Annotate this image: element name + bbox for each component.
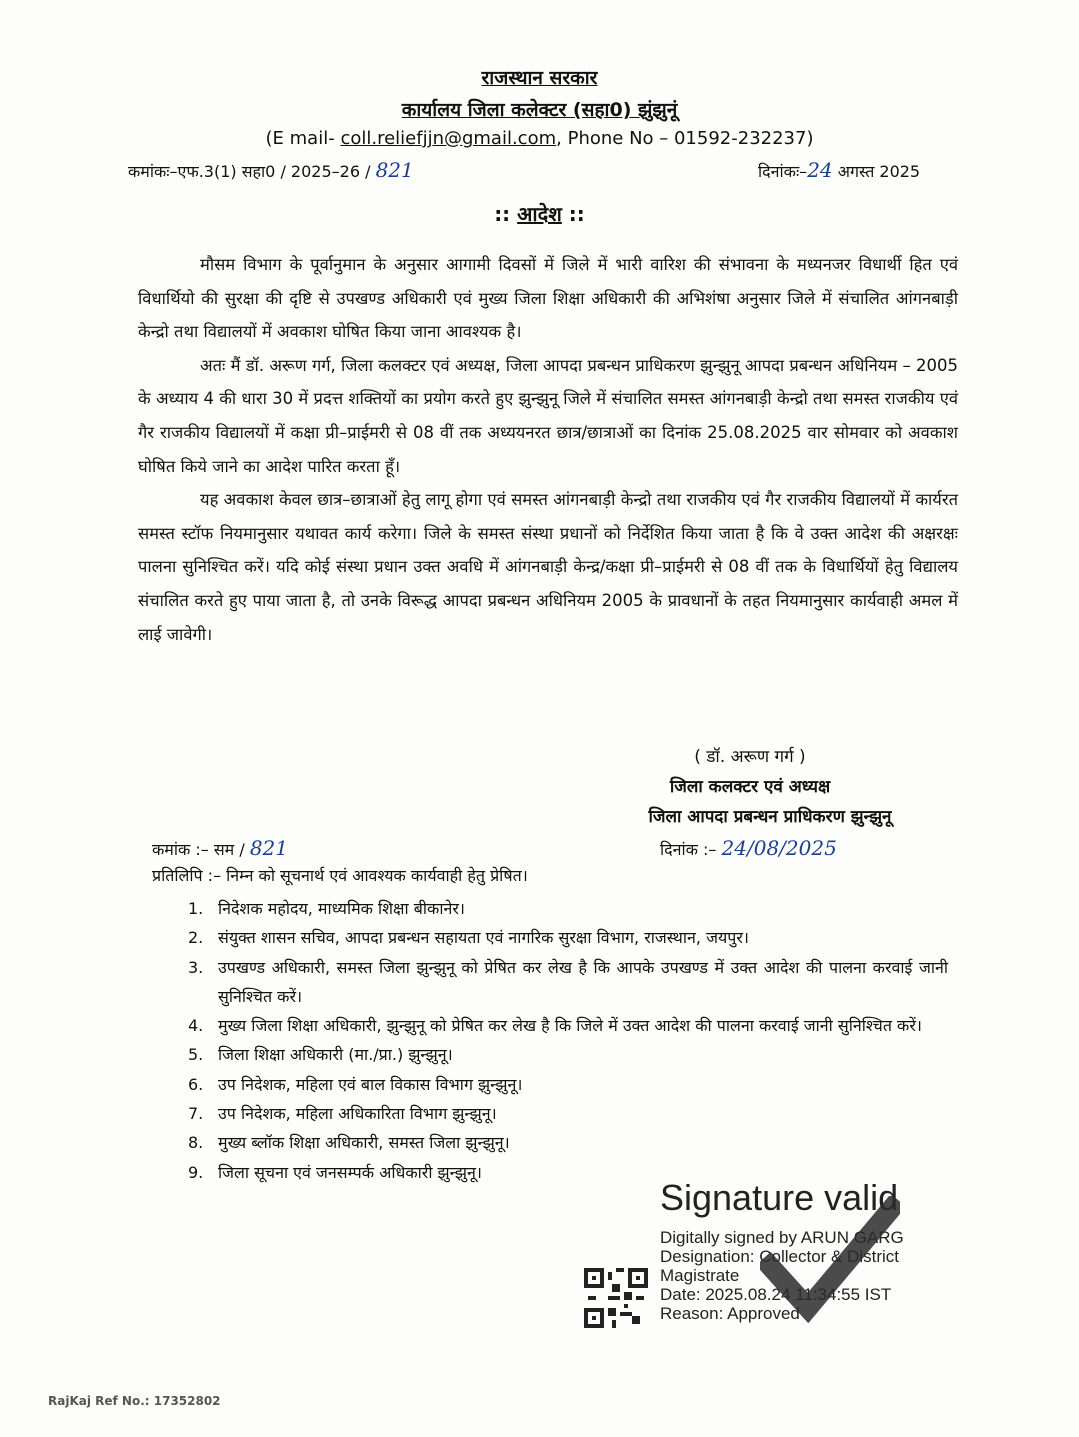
copy-list-item-text: संयुक्त शासन सचिव, आपदा प्रबन्धन सहायता एवं नागरिक सुरक्षा विभाग, राजस्थान, जयपुर। (218, 928, 749, 948)
copy-list-item-text: मुख्य जिला शिक्षा अधिकारी, झुन्झुनू को प्रेषित कर लेख है कि जिले में उक्त आदेश की पालना करवाई जानी सुनिश्चित करें। (218, 1016, 922, 1036)
ref-number-handwritten: 821 (375, 158, 414, 182)
copy-list-item (188, 953, 948, 1012)
designation-line: Designation: Collector & District (660, 1247, 900, 1266)
email-link[interactable]: coll.reliefjjn@gmail.com (340, 128, 557, 149)
copy-list-item (188, 1099, 948, 1128)
copy-list-item (188, 1070, 948, 1099)
copy-list-item (188, 1040, 948, 1069)
signature-date-line: Date: 2025.08.24 11:34:55 IST (660, 1285, 892, 1304)
copy-date-prefix: दिनांक :– (660, 840, 717, 859)
date-rest: अगस्त 2025 (837, 162, 921, 181)
rajkaj-reference: RajKaj Ref No.: 17352802 (48, 1394, 221, 1408)
signatory-name: ( डॉ. अरूण गर्ग ) (694, 747, 806, 767)
signature-valid-headline: Signature valid (660, 1177, 899, 1218)
signature-reason-line: Reason: Approved (660, 1304, 800, 1323)
title-mark-left: :: (494, 202, 511, 226)
order-body (138, 248, 958, 651)
qr-code-icon (584, 1268, 648, 1328)
copy-list-item-text: निदेशक महोदय, माध्यमिक शिक्षा बीकानेर। (218, 899, 465, 918)
order-date (758, 158, 920, 182)
copy-list-item-text: जिला शिक्षा अधिकारी (मा./प्रा.) झुन्झुनू। (218, 1045, 453, 1065)
copy-list (188, 894, 948, 1187)
paragraph-3: यह अवकाश केवल छात्र–छात्राओं हेतु लागू होगा एवं समस्त आंगनबाड़ी केन्द्रो तथा राजकीय एवं गैर राजकीय विद्यालयों में कार्यरत समस्त स्टॉफ नियमानुसार यथावत कार्य करेगा। जिले के समस्त संस्था प्रधानों को निर्देशित किया जाता है कि वे उक्त आदेश की अक्षरक्षः पालना सुनिश्चित करें। यदि कोई संस्था प्रधान उक्त अवधि में आंगनबाड़ी केन्द्र/कक्षा प्री–प्राईमरी से 08 वीं तक के विधार्थियों हेतु विद्यालय संचालित करते हुए पाया जाता है, तो उनके विरूद्ध आपदा प्रबन्धन अधिनियम 2005 के प्रावधानों के तहत नियमानुसार कार्यवाही अमल में लाई जावेगी। (138, 490, 959, 644)
signatory-title-2: जिला आपदा प्रबन्धन प्राधिकरण झुन्झुनू (648, 807, 892, 827)
office-heading: कार्यालय जिला कलेक्टर (सहा0) झुंझुनूं (401, 99, 678, 121)
copy-ref-prefix: कमांक :– सम / (152, 840, 245, 859)
copy-list-item-number: 2. (188, 928, 204, 948)
copy-list-item-text: उप निदेशक, महिला एवं बाल विकास विभाग झुन्झुनू। (218, 1074, 523, 1094)
copy-list-item-text: मुख्य ब्लॉक शिक्षा अधिकारी, समस्त जिला झुन्झुनू। (218, 1133, 510, 1153)
check-mark-icon (760, 1196, 900, 1326)
copy-list-item-text: उपखण्ड अधिकारी, समस्त जिला झुन्झुनू को प्रेषित कर लेख है कि आपके उपखण्ड में उक्त आदेश की पालना करवाई जानी सुनिश्चित करें। (218, 957, 948, 1006)
contact-line (0, 128, 1079, 149)
copy-list-item-number: 6. (188, 1074, 204, 1094)
copy-list-item-text: जिला सूचना एवं जनसम्पर्क अधिकारी झुन्झुनू। (218, 1162, 482, 1182)
govt-heading: राजस्थान सरकार (481, 67, 598, 89)
copy-list-item (188, 1011, 948, 1040)
copy-list-item-text: उप निदेशक, महिला अधिकारिता विभाग झुन्झुनू। (218, 1104, 497, 1124)
copy-ref-number-handwritten: 821 (249, 836, 288, 860)
copy-reference (152, 836, 288, 860)
copy-list-item-number: 3. (188, 957, 204, 977)
contact-suffix: , Phone No – 01592-232237) (556, 128, 814, 149)
ref-prefix: कमांकः–एफ.3(1) सहा0 / 2025–26 / (128, 162, 371, 181)
copy-date-handwritten: 24/08/2025 (721, 836, 837, 860)
title-mark-right: :: (568, 202, 585, 226)
copy-date (660, 836, 837, 860)
copy-list-item-number: 9. (188, 1162, 204, 1182)
copy-list-item-number: 7. (188, 1104, 204, 1124)
order-title-text: आदेश (517, 202, 562, 226)
reference-number (128, 158, 414, 182)
paragraph-2: अतः मैं डॉ. अरूण गर्ग, जिला कलक्टर एवं अध्यक्ष, जिला आपदा प्रबन्धन प्राधिकरण झुन्झुनू आपदा प्रबन्धन अधिनियम – 2005 के अध्याय 4 की धारा 30 में प्रदत्त शक्तियों का प्रयोग करते हुए झुन्झुनू जिले में संचालित समस्त आंगनबाड़ी केन्द्रो तथा समस्त राजकीय एवं गैर राजकीय विद्यालयों में कक्षा प्री–प्राईमरी से 08 वीं तक अध्ययनरत छात्र/छात्राओं का दिनांक 25.08.2025 वार सोमवार को अवकाश घोषित किये जाने का आदेश पारित करता हूँ। (138, 355, 958, 476)
designation-line-2: Magistrate (660, 1266, 740, 1285)
copy-list-item (188, 894, 948, 923)
copy-heading: प्रतिलिपि :– निम्न को सूचनार्थ एवं आवश्यक कार्यवाही हेतु प्रेषित। (152, 866, 528, 885)
copy-list-item-number: 5. (188, 1045, 204, 1065)
copy-list-item-number: 1. (188, 899, 204, 918)
copy-list-item (188, 1128, 948, 1157)
signatory-block (580, 742, 920, 832)
date-prefix: दिनांकः– (758, 162, 808, 181)
copy-list-item-number: 4. (188, 1016, 204, 1036)
copy-list-item-number: 8. (188, 1133, 204, 1153)
paragraph-1: मौसम विभाग के पूर्वानुमान के अनुसार आगामी दिवसों में जिले में भारी वारिश की संभावना के मध्यनजर विधार्थी हित एवं विधार्थियो की सुरक्षा की दृष्टि से उपखण्ड अधिकारी एवं मुख्य जिला शिक्षा अधिकारी की अभिशंषा अनुसार जिले में संचालित आंगनबाड़ी केन्द्रो तथा विद्यालयों में अवकाश घोषित किया जाना आवश्यक है। (138, 255, 958, 342)
contact-prefix: (E mail- (265, 128, 335, 149)
signed-by-line: Digitally signed by ARUN GARG (660, 1228, 904, 1247)
date-day-handwritten: 24 (807, 158, 833, 182)
signatory-title-1: जिला कलक्टर एवं अध्यक्ष (669, 777, 831, 797)
copy-list-item (188, 923, 948, 952)
order-title (0, 200, 1079, 227)
